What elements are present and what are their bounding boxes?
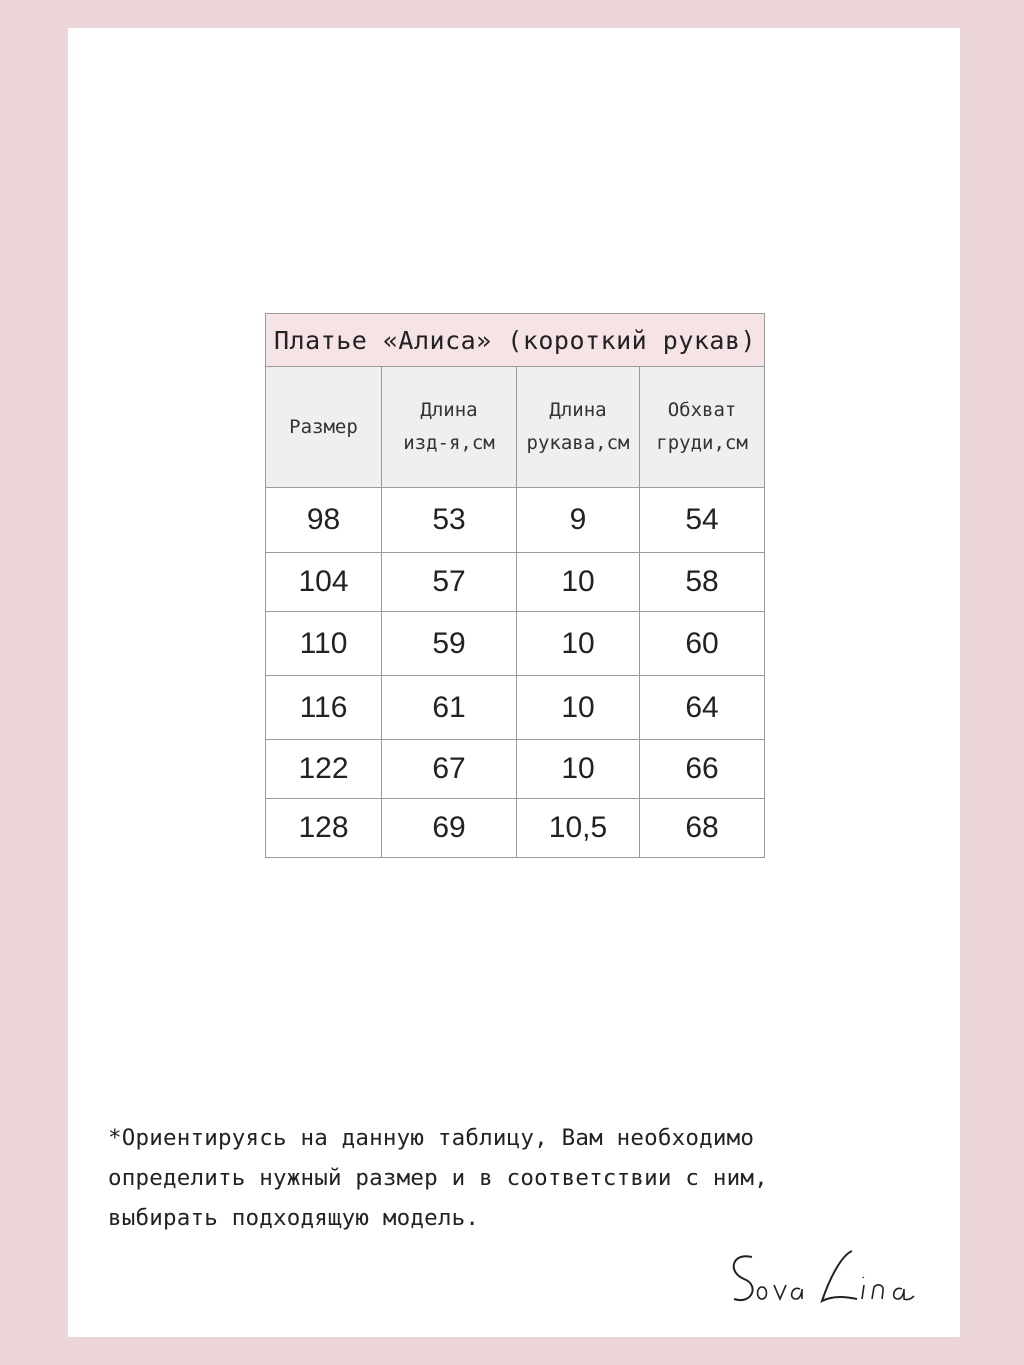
table-cell: 104: [266, 553, 382, 612]
size-note: [108, 1118, 908, 1238]
table-row: [266, 612, 765, 676]
table-cell: 58: [640, 553, 765, 612]
table-cell: 69: [382, 799, 517, 858]
table-cell: 116: [266, 676, 382, 740]
header-chest-line1: Обхват: [667, 399, 737, 421]
header-sleeve: [517, 367, 640, 488]
size-table: [265, 313, 765, 858]
header-length: [382, 367, 517, 488]
table-cell: 61: [382, 676, 517, 740]
table-cell: 10: [517, 612, 640, 676]
header-size-label: Размер: [289, 415, 358, 438]
table-header-row: [266, 367, 765, 488]
table-title-row: [266, 314, 765, 367]
header-length-line1: Длина: [420, 399, 478, 421]
table-cell: 54: [640, 488, 765, 553]
header-sleeve-line1: Длина: [549, 399, 607, 421]
page-card: [68, 28, 960, 1337]
table-row: [266, 676, 765, 740]
table-row: [266, 799, 765, 858]
header-size: [266, 367, 382, 488]
header-chest-line2: груди,см: [656, 432, 748, 454]
table-cell: 10: [517, 676, 640, 740]
table-cell: 9: [517, 488, 640, 553]
table-title: Платье «Алиса» (короткий рукав): [266, 314, 765, 367]
table-cell: 57: [382, 553, 517, 612]
table-cell: 53: [382, 488, 517, 553]
table-cell: 122: [266, 740, 382, 799]
table-cell: 66: [640, 740, 765, 799]
table-cell: 98: [266, 488, 382, 553]
table-cell: 10: [517, 553, 640, 612]
note-line: выбирать подходящую модель.: [108, 1205, 480, 1231]
table-cell: 68: [640, 799, 765, 858]
table-cell: 128: [266, 799, 382, 858]
header-chest: [640, 367, 765, 488]
table-cell: 59: [382, 612, 517, 676]
header-length-line2: изд-я,см: [403, 432, 495, 454]
note-line: *Ориентируясь на данную таблицу, Вам необходимо: [108, 1125, 755, 1151]
table-cell: 64: [640, 676, 765, 740]
brand-logo: [722, 1237, 932, 1317]
table-row: [266, 488, 765, 553]
header-sleeve-line2: рукава,см: [526, 432, 630, 454]
table-cell: 10,5: [517, 799, 640, 858]
note-line: определить нужный размер и в соответствии с ним,: [108, 1165, 768, 1191]
table-row: [266, 740, 765, 799]
table-cell: 10: [517, 740, 640, 799]
table-cell: 67: [382, 740, 517, 799]
table-cell: 60: [640, 612, 765, 676]
table-row: [266, 553, 765, 612]
table-cell: 110: [266, 612, 382, 676]
